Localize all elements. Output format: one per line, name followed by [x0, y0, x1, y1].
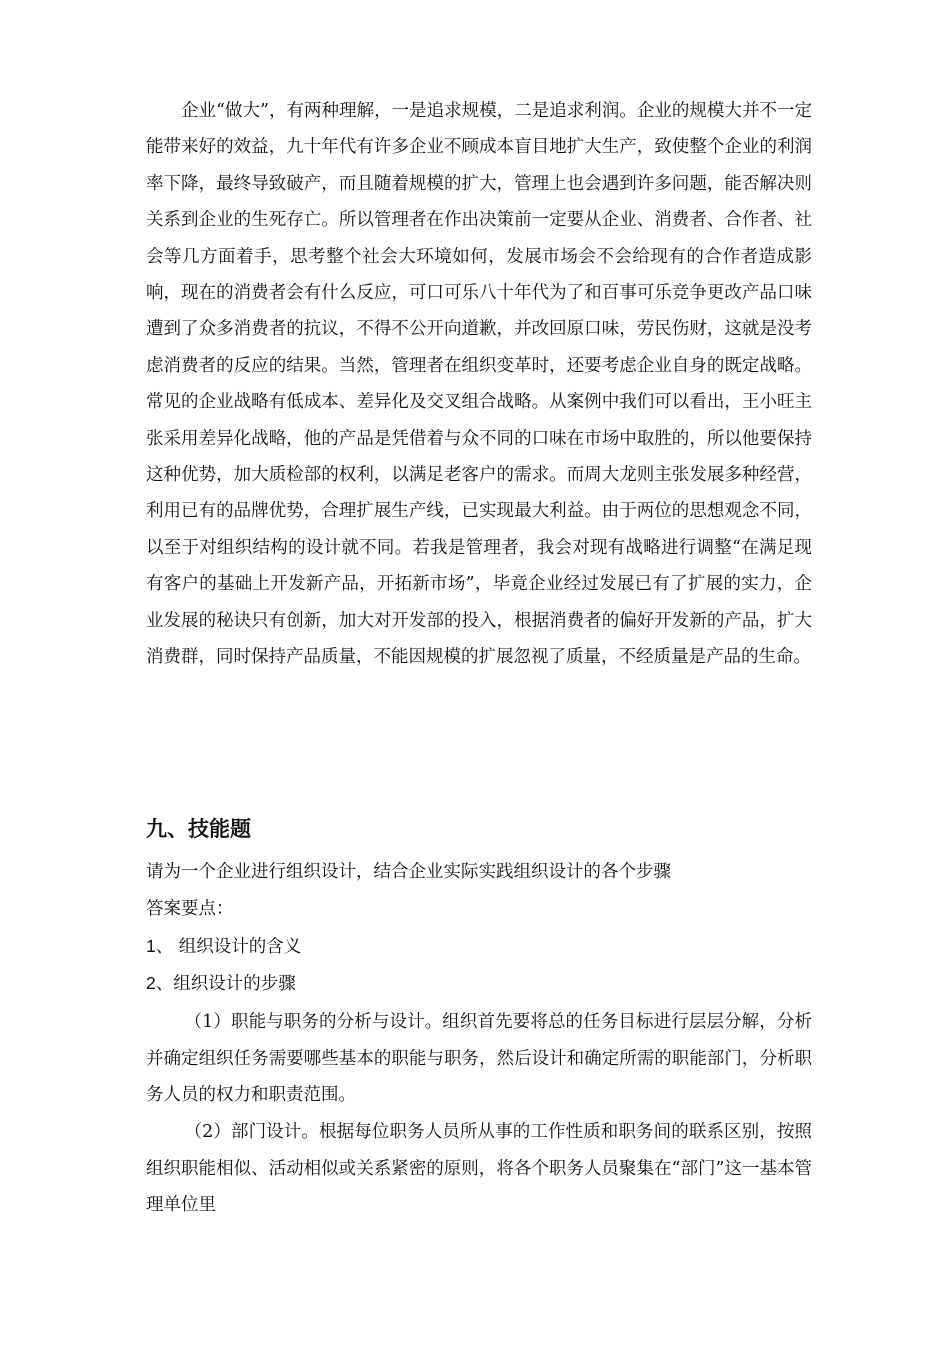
- point-2-text: 、组织设计的步骤: [155, 974, 296, 994]
- body-paragraph: 企业“做大”，有两种理解，一是追求规模，二是追求利润。企业的规模大并不一定能带来好的效益，九十年代有许多企业不顾成本盲目地扩大生产，致使整个企业的利润率下降，最终导致破产，而且随着规模的扩大，管理上也会遇到许多问题，能否解决则关系到企业的生死存亡。所以管理者在作出决策前一定要从企业、消费者、合作者、社会等几方面着手，思考整个社会大环境如何，发展市场会不会给现有的合作者造成影响，现在的消费者会有什么反应，可口可乐八十年代为了和百事可乐竞争更改产品口味遭到了众多消费者的抗议，不得不公开向道歉，并改回原口味，劳民伤财，这就是没考虑消费者的反应的结果。当然，管理者在组织变革时，还要考虑企业自身的既定战略。常见的企业战略有低成本、差异化及交叉组合战略。从案例中我们可以看出，王小旺主张采用差异化战略，他的产品是凭借着与众不同的口味在市场中取胜的，所以他要保持这种优势，加大质检部的权利，以满足老客户的需求。而周大龙则主张发展多种经营，利用已有的品牌优势，合理扩展生产线，已实现最大利益。由于两位的思想观念不同，以至于对组织结构的设计就不同。若我是管理者，我会对现有战略进行调整“在满足现有客户的基础上开发新产品，开拓新市场”，毕竟企业经过发展已有了扩展的实力，企业发展的秘诀只有创新，加大对开发部的投入，根据消费者的偏好开发新的产品，扩大消费群，同时保持产品质量，不能因规模的扩展忽视了质量，不经质量是产品的生命。: [146, 101, 812, 668]
- answer-label: 答案要点：: [146, 899, 234, 919]
- step-1-paragraph: （1）职能与职务的分析与设计。组织首先要将总的任务目标进行层层分解，分析并确定组织任务需要哪些基本的职能与职务，然后设计和确定所需的职能部门，分析职务人员的权力和职责范围。: [146, 1012, 812, 1105]
- point-1-text: 、 组织设计的含义: [155, 937, 302, 957]
- point-2-number: 2: [146, 973, 156, 993]
- point-1: [146, 928, 812, 965]
- step-2-paragraph: （2）部门设计。根据每位职务人员所从事的工作性质和职务间的联系区别，按照组织职能相似、活动相似或关系紧密的原则，将各个职务人员聚集在“部门”这一基本管理单位里: [146, 1122, 812, 1215]
- point-2: [146, 965, 812, 1002]
- question-text: 请为一个企业进行组织设计，结合企业实际实践组织设计的各个步骤: [146, 862, 671, 882]
- point-1-number: 1: [146, 936, 156, 956]
- section-heading: 九、技能题: [146, 817, 251, 841]
